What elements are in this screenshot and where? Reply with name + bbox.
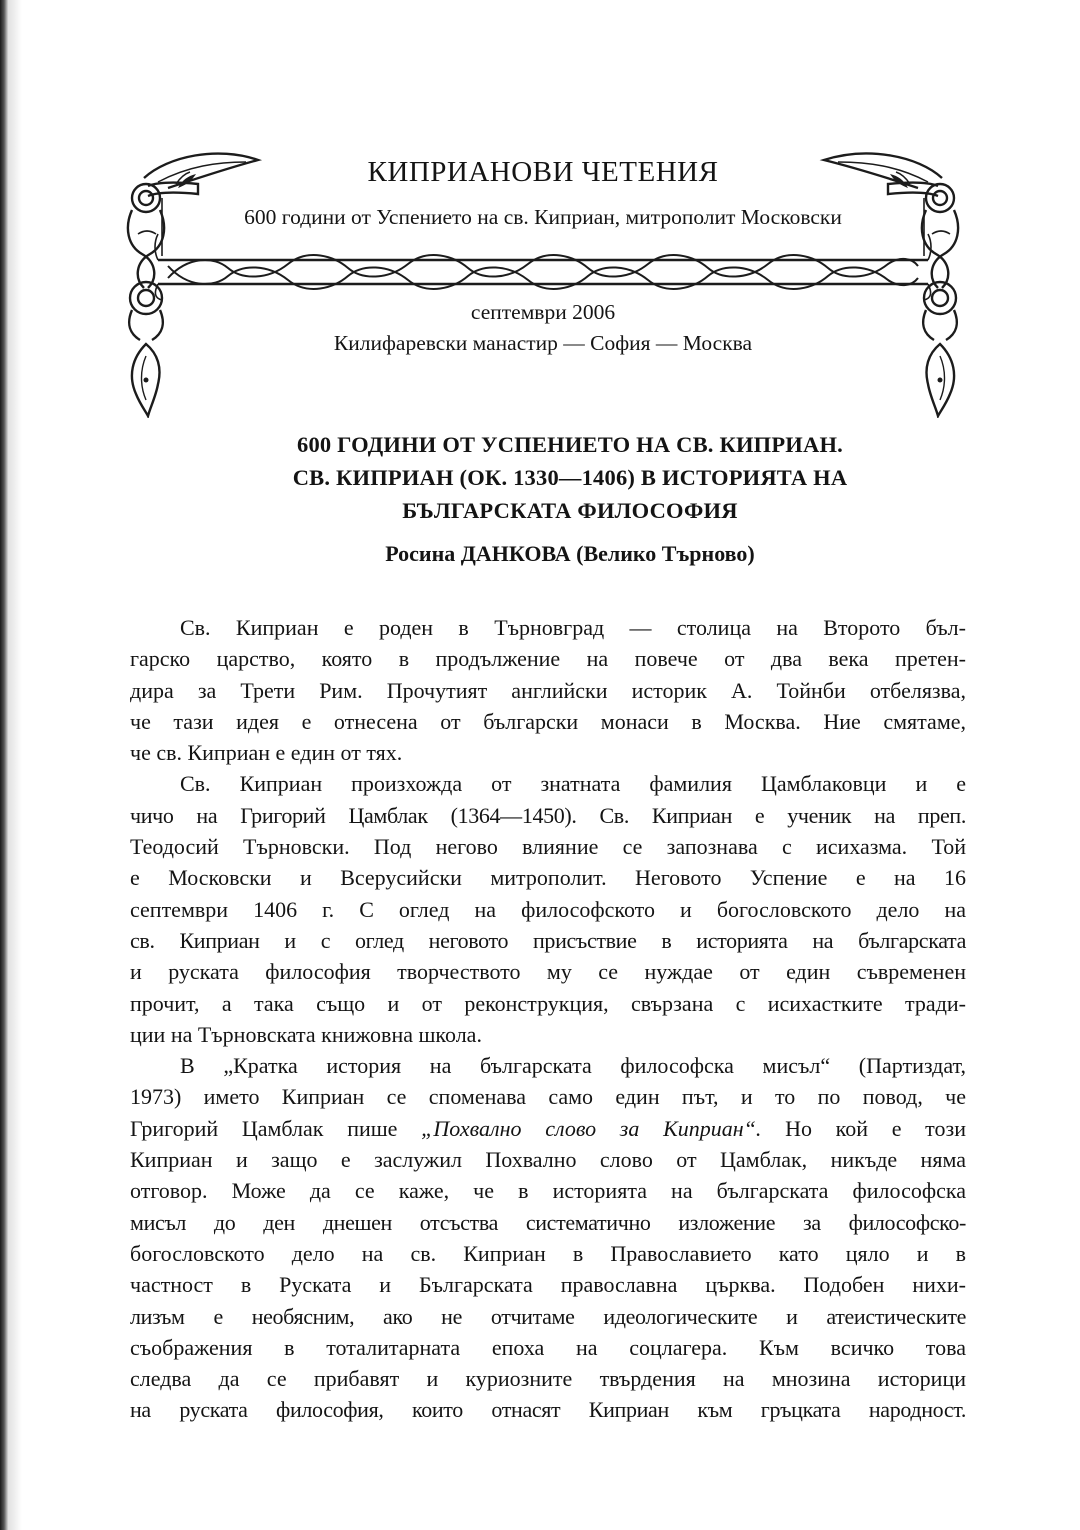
paragraph-3-line: лизъм е необясним, ако не отчитаме идеологическите и атеистическите	[130, 1303, 966, 1329]
paragraph-2-line: Св. Киприан произхожда от знатната фамилия Цамблаковци и е	[180, 771, 966, 797]
paragraph-2-line: чичо на Григорий Цамблак (1364—1450). Св. Киприан е ученик на преп.	[130, 802, 966, 828]
conference-date: септември 2006	[470, 300, 616, 324]
spine-shadow	[8, 0, 22, 1530]
paragraph-3-line: следва да се прибавят и куриозните твърдения на мнозина историци	[130, 1366, 966, 1392]
text-segment: Но кой е този	[761, 1115, 966, 1141]
paragraph-3-line: 1973) името Киприан се споменава само един път, и то по повод, че	[130, 1084, 966, 1110]
paragraph-3-line: на руската философия, които отнасят Киприан към гръцката народност.	[130, 1397, 966, 1423]
paragraph-2-line: Теодосий Търновски. Под негово влияние се запознава с исихазма. Той	[130, 834, 966, 860]
paragraph-3-line: Киприан и защо е заслужил Похвално слово от Цамблак, никъде няма	[130, 1147, 966, 1173]
paragraph-2-line: и руската философия творчеството му се нуждае от един съвременен	[130, 959, 966, 985]
paragraph-1-line: че св. Киприан е един от тях.	[130, 740, 403, 766]
paragraph-1-line: Св. Киприан е роден в Търновград — столица на Второто бъл-	[180, 615, 966, 640]
article-title-line: СВ. КИПРИАН (ОК. 1330—1406) В ИСТОРИЯТА НА	[292, 465, 848, 490]
paragraph-3-line: богословското дело на св. Киприан в Православието като цяло и в	[130, 1240, 966, 1266]
paragraph-3-line: съображения в тоталитарната епоха на соцлагера. Към всичко това	[130, 1334, 966, 1360]
paragraph-3-line-with-quote	[130, 1113, 966, 1144]
paragraph-2-line: ции на Търновската книжовна школа.	[130, 1021, 482, 1047]
quoted-work-title: „Похвално слово за Киприан“.	[421, 1115, 762, 1141]
paragraph-1-line: дира за Трети Рим. Прочутият английски историк А. Тойнби отбелязва,	[130, 677, 966, 703]
paragraph-2-line: св. Киприан и с оглед неговото присъствие в историята на българската	[130, 927, 966, 953]
paragraph-3-line: В „Кратка история на българската философска мисъл“ (Партиздат,	[180, 1053, 966, 1079]
conference-title: КИПРИАНОВИ ЧЕТЕНИЯ	[367, 156, 719, 188]
conference-banner	[118, 138, 968, 418]
paragraph-2-line: септември 1406 г. С оглед на философското и богословското дело на	[130, 896, 966, 922]
conference-subtitle: 600 години от Успението на св. Киприан, митрополит Московски	[244, 205, 842, 229]
paragraph-1-line: гарско царство, която в продължение на повече от два века претен-	[130, 646, 966, 672]
conference-places: Килифаревски манастир — София — Москва	[333, 331, 753, 355]
article-title-line: БЪЛГАРСКАТА ФИЛОСОФИЯ	[402, 498, 738, 523]
article-author: Росина ДАНКОВА (Велико Търново)	[385, 541, 755, 566]
paragraph-3-line: отговор. Може да се каже, че в историята на българската философска	[130, 1178, 966, 1204]
article-body	[130, 612, 966, 1426]
paragraph-3-line: мисъл до ден днешен отсъства систематично изложение за философско-	[130, 1209, 966, 1235]
book-spine-edge	[0, 0, 8, 1530]
article-title-line: 600 ГОДИНИ ОТ УСПЕНИЕТО НА СВ. КИПРИАН.	[297, 432, 843, 457]
paragraph-1-line: че тази идея е отнесена от български монаси в Москва. Ние смятаме,	[130, 708, 966, 734]
article-title	[150, 428, 990, 527]
text-segment: Григорий Цамблак пише	[130, 1115, 422, 1141]
paragraph-2-line: прочит, а така също и от реконструкция, свързана с исихастките тради-	[130, 990, 966, 1016]
paragraph-3-line: частност в Руската и Българската православна църква. Подобен нихи-	[130, 1272, 966, 1298]
paragraph-2-line: е Московски и Всерусийски митрополит. Неговото Успение е на 16	[130, 865, 966, 891]
